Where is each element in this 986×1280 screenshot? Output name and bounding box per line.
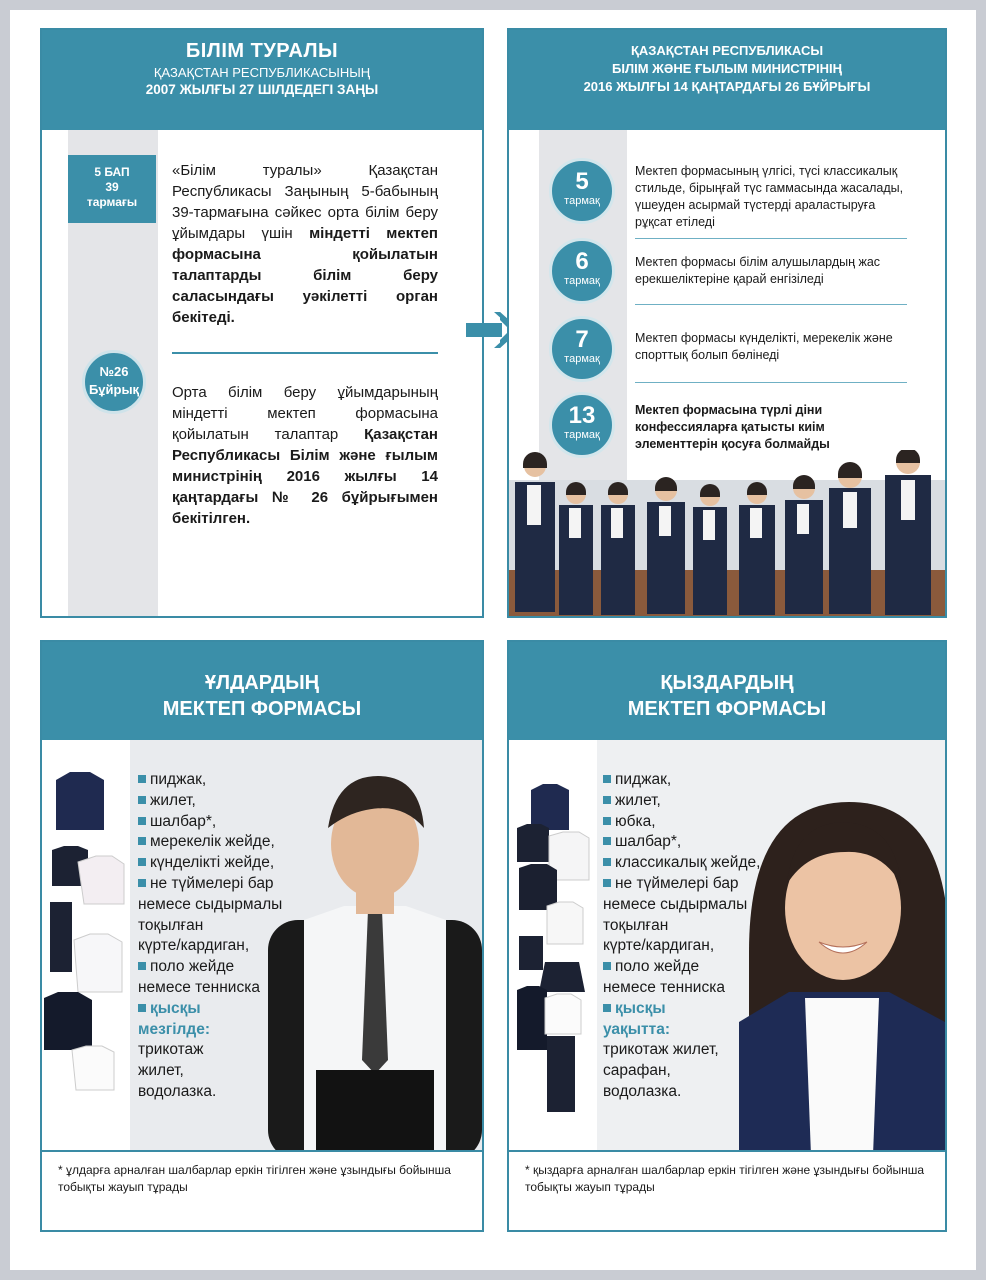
boys-title-line: ҰЛДАРДЫҢ bbox=[204, 672, 320, 694]
order-header bbox=[509, 30, 945, 130]
list-item: қысқы bbox=[138, 999, 282, 1020]
order-panel bbox=[507, 28, 947, 618]
order-badge-line: №26 bbox=[99, 364, 129, 379]
boys-uniform-panel bbox=[40, 640, 484, 1232]
clause-badge bbox=[549, 238, 615, 304]
list-item: классикалық жейде, bbox=[603, 853, 760, 874]
list-item: тоқылған bbox=[603, 916, 669, 934]
list-item: юбка, bbox=[603, 812, 760, 833]
law-text-1-bold: міндетті мектеп формасына қойылатын талаптарды білім беру саласындағы уәкілетті орган бекітеді. bbox=[172, 225, 438, 326]
girls-header bbox=[509, 642, 945, 740]
list-item: поло жейде bbox=[138, 957, 282, 978]
article-badge-line: 39 bbox=[105, 180, 119, 194]
list-item: уақытта: bbox=[603, 1020, 670, 1038]
list-item: немесе сыдырмалы bbox=[603, 895, 748, 913]
order-title-line: 2016 ЖЫЛҒЫ 14 ҚАҢТАРДАҒЫ 26 БҰЙРЫҒЫ bbox=[583, 79, 871, 94]
clause-label: тармақ bbox=[564, 195, 600, 207]
list-item: пиджак, bbox=[603, 770, 760, 791]
boys-items-list bbox=[138, 770, 282, 1103]
law-panel bbox=[40, 28, 484, 618]
girls-items-list bbox=[603, 770, 760, 1103]
law-subtitle: ҚАЗАҚСТАН РЕСПУБЛИКАСЫНЫҢ bbox=[153, 65, 371, 80]
law-text-1-plain: «Білім туралы» Қазақстан Республикасы Заңының 5-бабының 39-тармағына сәйкес орта білім беру ұйымдары үшін bbox=[172, 162, 438, 242]
clause-badge bbox=[549, 392, 615, 458]
list-item: не түймелері бар bbox=[603, 874, 760, 895]
clause-text: Мектеп формасына түрлі діни конфессияларға қатысты киім элементтерін қосуға болмайды bbox=[635, 403, 830, 451]
list-item: водолазка. bbox=[138, 1082, 217, 1100]
clause-separator bbox=[635, 304, 907, 305]
clause-number: 13 bbox=[568, 402, 596, 429]
clause-label: тармақ bbox=[564, 275, 600, 287]
list-item: күрте/кардиган, bbox=[603, 937, 715, 955]
list-item: тоқылған bbox=[138, 916, 204, 934]
law-text-2 bbox=[172, 382, 438, 529]
law-title: БІЛІМ ТУРАЛЫ bbox=[185, 40, 339, 62]
list-item: шалбар*, bbox=[138, 812, 282, 833]
boy-photo bbox=[264, 770, 484, 1154]
list-item: қысқы bbox=[603, 999, 760, 1020]
list-item: трикотаж жилет, bbox=[603, 1041, 719, 1059]
list-item: мерекелік жейде, bbox=[138, 832, 282, 853]
list-item: немесе сыдырмалы bbox=[138, 895, 283, 913]
clause-badge bbox=[549, 158, 615, 224]
list-item: немесе тенниска bbox=[603, 978, 725, 996]
infographic-sheet bbox=[10, 10, 976, 1270]
clause-badge bbox=[549, 316, 615, 382]
list-item: жилет, bbox=[138, 791, 282, 812]
list-item: сарафан, bbox=[603, 1062, 671, 1080]
law-text-2-plain: Орта білім беру ұйымдарының міндетті мектеп формасына қойылатын талаптар bbox=[172, 384, 438, 443]
list-item: шалбар*, bbox=[603, 832, 760, 853]
order-title-line: ҚАЗАҚСТАН РЕСПУБЛИКАСЫ bbox=[630, 43, 824, 58]
clause-number: 7 bbox=[575, 326, 589, 353]
boys-title-line: МЕКТЕП ФОРМАСЫ bbox=[162, 698, 362, 720]
clause-number: 6 bbox=[575, 248, 589, 275]
list-item: пиджак, bbox=[138, 770, 282, 791]
clause-separator bbox=[635, 238, 907, 239]
list-item: күнделікті жейде, bbox=[138, 853, 282, 874]
law-divider bbox=[172, 352, 438, 354]
boys-footnote: * ұлдарға арналған шалбарлар еркін тігілген және ұзындығы бойынша тобықты жауып тұрады bbox=[42, 1150, 482, 1230]
article-badge-line: 5 БАП bbox=[94, 165, 130, 179]
clause-label: тармақ bbox=[564, 429, 600, 441]
girls-clothes-illustration bbox=[509, 740, 597, 1154]
list-item: трикотаж bbox=[138, 1041, 204, 1059]
list-item: жилет, bbox=[603, 791, 760, 812]
clause-label: тармақ bbox=[564, 353, 600, 365]
list-item: немесе тенниска bbox=[138, 978, 260, 996]
clause-separator bbox=[635, 382, 907, 383]
clause-text: Мектеп формасының үлгісі, түсі классикалық стильде, бірыңғай түс гаммасында жасалады, үшеуден асырмай түстерді араластыруға рұқсат етіледі bbox=[635, 164, 904, 229]
list-item: не түймелері бар bbox=[138, 874, 282, 895]
law-text-1 bbox=[172, 160, 438, 328]
law-header bbox=[42, 30, 482, 130]
girls-footnote: * қыздарға арналған шалбарлар еркін тігілген және ұзындығы бойынша тобықты жауып тұрады bbox=[509, 1150, 945, 1230]
list-item: поло жейде bbox=[603, 957, 760, 978]
law-text-2-bold: Қазақстан Республикасы Білім және ғылым министрінің 2016 жылғы 14 қаңтардағы № 26 бұйрығымен бекітілген. bbox=[172, 426, 438, 527]
boys-header bbox=[42, 642, 482, 740]
law-date: 2007 ЖЫЛҒЫ 27 ШІЛДЕДЕГІ ЗАҢЫ bbox=[145, 82, 379, 97]
boys-clothes-illustration bbox=[42, 740, 130, 1154]
order-title-line: БІЛІМ ЖӘНЕ ҒЫЛЫМ МИНИСТРІНІҢ bbox=[612, 61, 842, 76]
list-item: водолазка. bbox=[603, 1082, 682, 1100]
article-badge bbox=[68, 155, 156, 223]
order-badge-line: Бұйрық bbox=[88, 382, 140, 397]
list-item: күрте/кардиган, bbox=[138, 937, 250, 955]
article-badge-line: тармағы bbox=[86, 195, 138, 209]
girls-title-line: ҚЫЗДАРДЫҢ bbox=[660, 672, 794, 694]
list-item: жилет, bbox=[138, 1062, 184, 1080]
girls-uniform-panel bbox=[507, 640, 947, 1232]
girls-title-line: МЕКТЕП ФОРМАСЫ bbox=[627, 698, 827, 720]
order-badge bbox=[82, 350, 146, 414]
clause-text: Мектеп формасы білім алушылардың жас ерекшеліктеріне қарай енгізіледі bbox=[635, 255, 881, 286]
girl-photo bbox=[733, 792, 947, 1212]
list-item: мезгілде: bbox=[138, 1020, 211, 1038]
clause-text: Мектеп формасы күнделікті, мерекелік және спорттық болып бөлінеді bbox=[635, 331, 893, 362]
clause-number: 5 bbox=[575, 168, 589, 195]
students-photo bbox=[509, 450, 947, 618]
